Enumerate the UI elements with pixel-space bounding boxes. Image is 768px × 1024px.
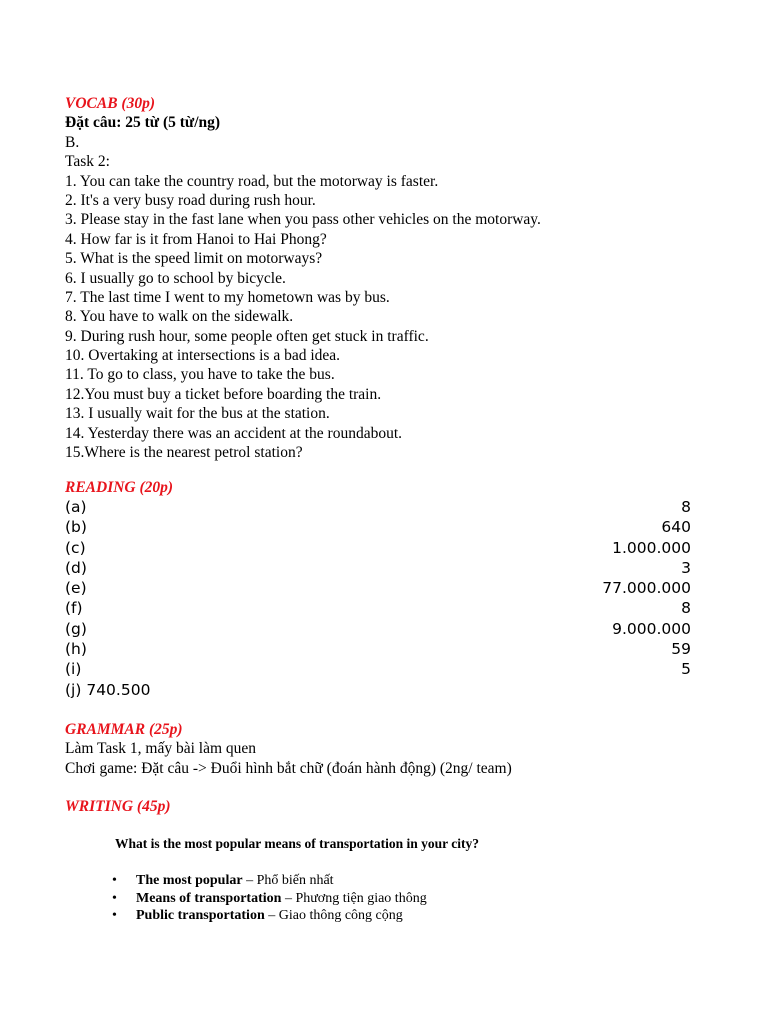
grammar-line: Chơi game: Đặt câu -> Đuổi hình bắt chữ (đoán hành động) (2ng/ team): [65, 759, 512, 777]
answer-label: (b): [65, 518, 87, 537]
answer-value: 8: [681, 498, 691, 516]
answer-label: (g): [65, 619, 87, 638]
sentence-item: 7. The last time I went to my hometown was by bus.: [65, 288, 390, 306]
answer-label: (j) 740.500: [65, 680, 151, 699]
answer-label: (a): [65, 498, 87, 516]
answer-value: 77.000.000: [602, 579, 691, 598]
bullet-separator: –: [281, 890, 296, 906]
sentence-item: 15.Where is the nearest petrol station?: [65, 444, 303, 462]
bullet-term: Means of transportation: [136, 890, 282, 906]
vocab-task-label: Task 2:: [65, 153, 110, 171]
answer-row: [65, 639, 691, 659]
sentence-item: 12.You must buy a ticket before boarding the train.: [65, 385, 382, 403]
bullet-meaning: Phương tiện giao thông: [295, 890, 427, 906]
answer-row: [65, 619, 691, 639]
writing-question: What is the most popular means of transportation in your city?: [115, 836, 480, 851]
sentence-item: 3. Please stay in the fast lane when you pass other vehicles on the motorway.: [65, 211, 541, 229]
grammar-heading: GRAMMAR (25p): [65, 721, 183, 738]
sentence-item: 9. During rush hour, some people often get stuck in traffic.: [65, 327, 429, 345]
sentence-item: 14. Yesterday there was an accident at the roundabout.: [65, 424, 403, 442]
vocab-subtitle: Đặt câu: 25 từ (5 từ/ng): [65, 114, 221, 132]
answer-row: [65, 598, 691, 618]
reading-heading: READING (20p): [65, 479, 174, 496]
bullet-item: [112, 872, 427, 890]
sentence-item: 4. How far is it from Hanoi to Hai Phong?: [65, 230, 327, 248]
writing-section: [65, 797, 171, 816]
sentence-item: 13. I usually wait for the bus at the station.: [65, 405, 330, 423]
answer-label: (e): [65, 579, 87, 598]
vocab-section: [65, 94, 541, 462]
answer-row: [65, 578, 691, 598]
bullet-separator: –: [264, 908, 279, 924]
reading-answer-list: [65, 497, 691, 700]
sentence-item: 11. To go to class, you have to take the bus.: [65, 366, 335, 384]
sentence-item: 8. You have to walk on the sidewalk.: [65, 308, 294, 326]
writing-heading: WRITING (45p): [65, 798, 171, 815]
vocabulary-bullet-list: [112, 872, 427, 925]
answer-value: 5: [681, 660, 691, 679]
answer-row: [65, 659, 691, 679]
sentence-item: 5. What is the speed limit on motorways?: [65, 250, 323, 268]
answer-row: [65, 538, 691, 558]
bullet-item: [112, 907, 427, 925]
answer-value: 1.000.000: [612, 538, 691, 557]
answer-value: 3: [681, 558, 691, 577]
bullet-meaning: Giao thông công cộng: [278, 908, 403, 924]
bullet-item: [112, 890, 427, 908]
answer-label: (d): [65, 558, 87, 577]
bullet-separator: –: [242, 873, 257, 888]
answer-value: 9.000.000: [612, 619, 691, 638]
sentence-item: 10. Overtaking at intersections is a bad idea.: [65, 347, 341, 365]
bullet-term: The most popular: [136, 873, 243, 888]
bullet-term: Public transportation: [136, 908, 265, 924]
sentence-item: 6. I usually go to school by bicycle.: [65, 269, 286, 287]
bullet-dot: •: [112, 873, 117, 888]
answer-label: (i): [65, 660, 82, 679]
answer-label: (c): [65, 538, 86, 557]
answer-value: 640: [661, 518, 691, 537]
answer-value: 59: [671, 640, 691, 659]
answer-label: (h): [65, 640, 87, 659]
sentence-item: 1. You can take the country road, but the motorway is faster.: [65, 172, 439, 190]
answer-label: (f): [65, 599, 83, 618]
answer-row: [65, 497, 691, 517]
reading-section: [65, 478, 173, 497]
answer-value: 8: [681, 599, 691, 618]
grammar-line: Làm Task 1, mấy bài làm quen: [65, 740, 257, 758]
bullet-dot: •: [112, 890, 117, 906]
bullet-meaning: Phổ biến nhất: [256, 873, 334, 888]
sentence-item: 2. It's a very busy road during rush hour.: [65, 191, 316, 209]
bullet-dot: •: [112, 908, 117, 924]
grammar-section: [65, 720, 512, 778]
answer-row: [65, 558, 691, 578]
vocab-section-label: B.: [65, 133, 80, 151]
answer-row: [65, 680, 691, 700]
answer-row: [65, 517, 691, 537]
vocab-heading: VOCAB (30p): [65, 95, 155, 112]
